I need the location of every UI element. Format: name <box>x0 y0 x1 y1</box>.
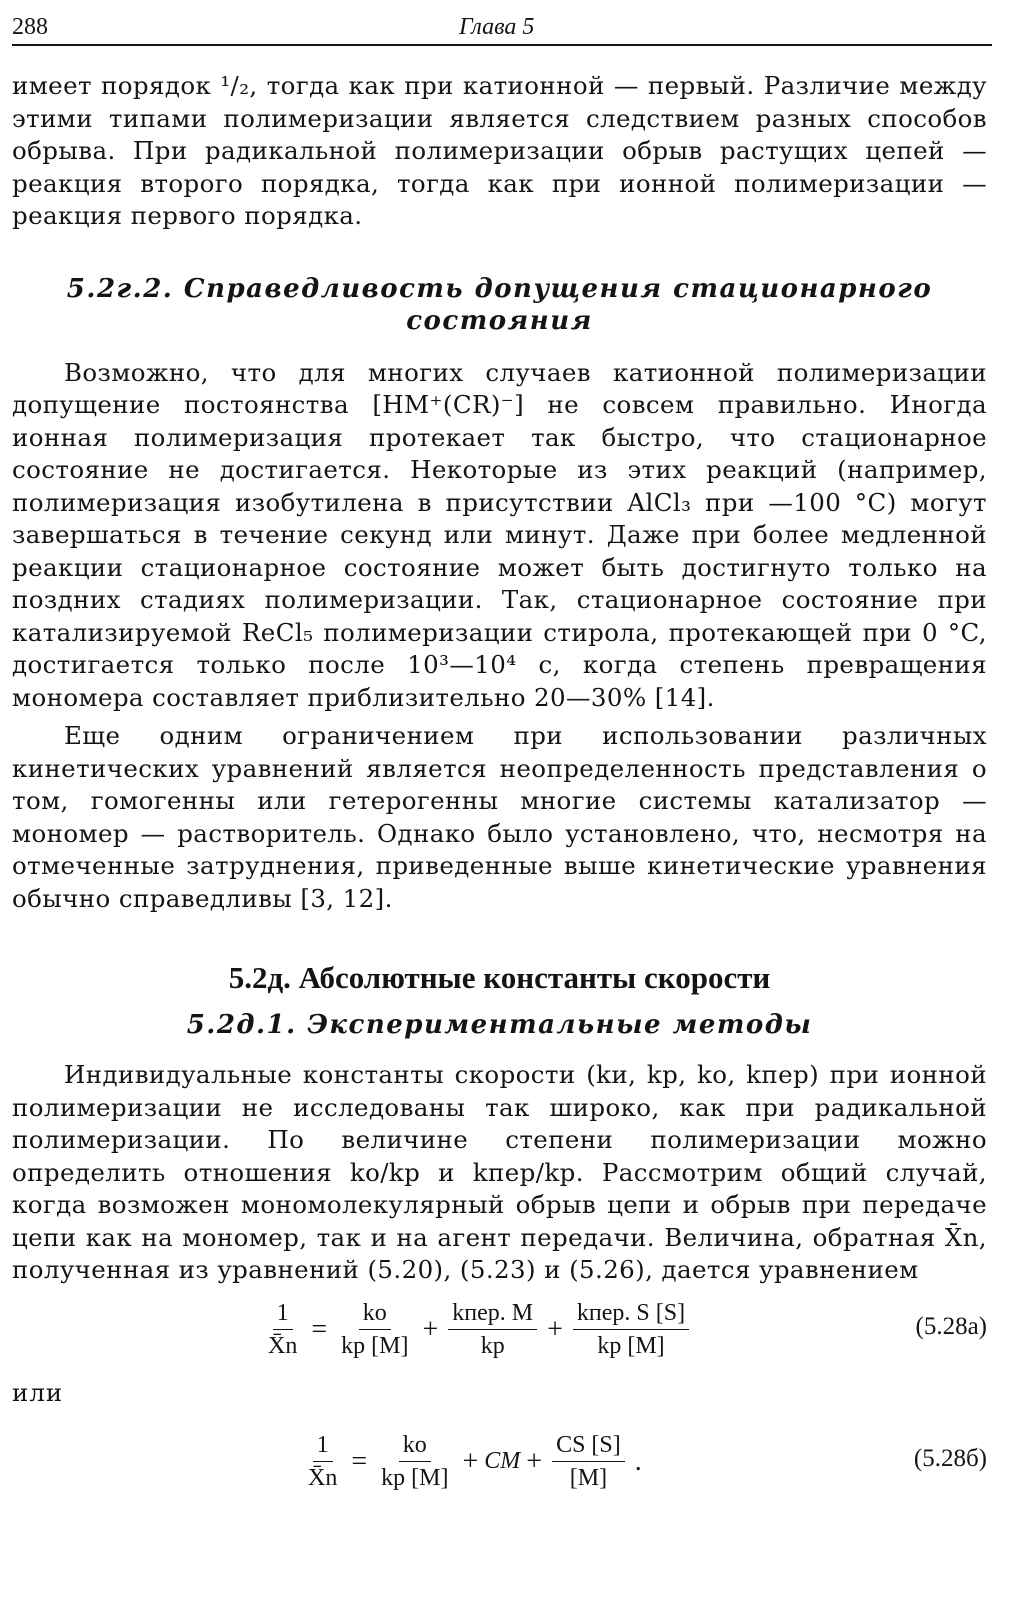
term-2-fraction: $\frac{\text{kпер. M}}{kр}$ <box>448 1299 537 1360</box>
equation-5-28b: $\frac{1}{X̄n}$ = $\frac{kо}{kр [M]}$ + CM + $\frac{CS [S]}{[M]}$ . (5.28б) <box>12 1423 987 1501</box>
subsection-heading-5-2d-1: 5.2д.1. Экспериментальные методы <box>186 1010 813 1040</box>
term-3-fraction: $\frac{CS [S]}{[M]}$ <box>552 1431 625 1492</box>
lhs-fraction: $\frac{1}{X̄n}$ <box>308 1432 338 1491</box>
lhs-fraction: $\frac{1}{X̄n}$ <box>268 1300 298 1359</box>
term-1-fraction: $\frac{kо}{kр [M]}$ <box>341 1300 409 1359</box>
term-2: CM <box>484 1448 521 1474</box>
section-heading-5-2g-2: 5.2г.2. Справедливость допущения стационарного состояния <box>66 273 933 336</box>
equation-label: (5.28б) <box>913 1444 987 1472</box>
or-word: или <box>12 1377 64 1407</box>
paragraph-steady-state: Возможно, что для многих случаев катионной полимеризации допущение постоянства [HM⁺(CR)⁻] не совсем правильно. Иногда ионная полимеризация протекает так быстро, что стационарное состояние не достигается. Некоторые из этих реакций (например, полимеризация изобутилена в присутствии AlCl₃ при —100 °C) могут завершаться в течение секунд или минут. Даже при более медленной реакции стационарное состояние может быть достигнуто только на поздних стадиях полимеризации. Так, стационарное состояние при катализируемой ReCl₅ полимеризации стирола, протекающей при 0 °C, достигается только после 10³—10⁴ с, когда степень превращения мономера составляет приблизительно 20—30% [14]. <box>12 357 987 712</box>
paragraph-rate-constants: Индивидуальные константы скорости (kи, kр, kо, kпер) при ионной полимеризации не исследованы так широко, как при радикальной полимеризации. По величине степени полимеризации можно определить отношения kо/kр и kпер/kр. Рассмотрим общий случай, когда возможен мономолекулярный обрыв цепи и обрыв при передаче цепи как на мономер, так и на агент передачи. Величина, обратная X̄n, полученная из уравнений (5.20), (5.23) и (5.26), дается уравнением <box>12 1060 987 1284</box>
term-1-fraction: $\frac{kо}{kр [M]}$ <box>381 1432 449 1491</box>
page-number: 288 <box>12 14 48 40</box>
term-3-fraction: $\frac{\text{kпер. S [S]}}{kр [M]}$ <box>573 1299 689 1360</box>
paragraph-limitations: Еще одним ограничением при использовании различных кинетических уравнений является неопределенность представления о том, гомогенны или гетерогенны многие системы катализатор — мономер — растворитель. Однако было установлено, что, несмотря на отмеченные затруднения, приведенные выше кинетические уравнения обычно справедливы [3, 12]. <box>12 721 987 913</box>
running-head: Глава 5 <box>459 14 535 40</box>
equation-5-28a: $\frac{1}{X̄n}$ = $\frac{kо}{kр [M]}$ + $\frac{\text{kпер. M}}{kр}$ + $\frac{\text{kпер. S [S]}}{kр [M]}$ (5.28а) <box>12 1291 987 1369</box>
page-body <box>12 70 987 1501</box>
section-heading-5-2d: 5.2д. Абсолютные константы скорости <box>228 960 771 995</box>
paragraph-continuation: имеет порядок ¹/₂, тогда как при катионной — первый. Различие между этими типами полимеризации является следствием разных способов обрыва. При радикальной полимеризации обрыв растущих цепей — реакция второго порядка, тогда как при ионной полимеризации — реакция первого порядка. <box>12 71 987 230</box>
equation-label: (5.28а) <box>915 1312 987 1340</box>
page-header <box>12 14 992 46</box>
